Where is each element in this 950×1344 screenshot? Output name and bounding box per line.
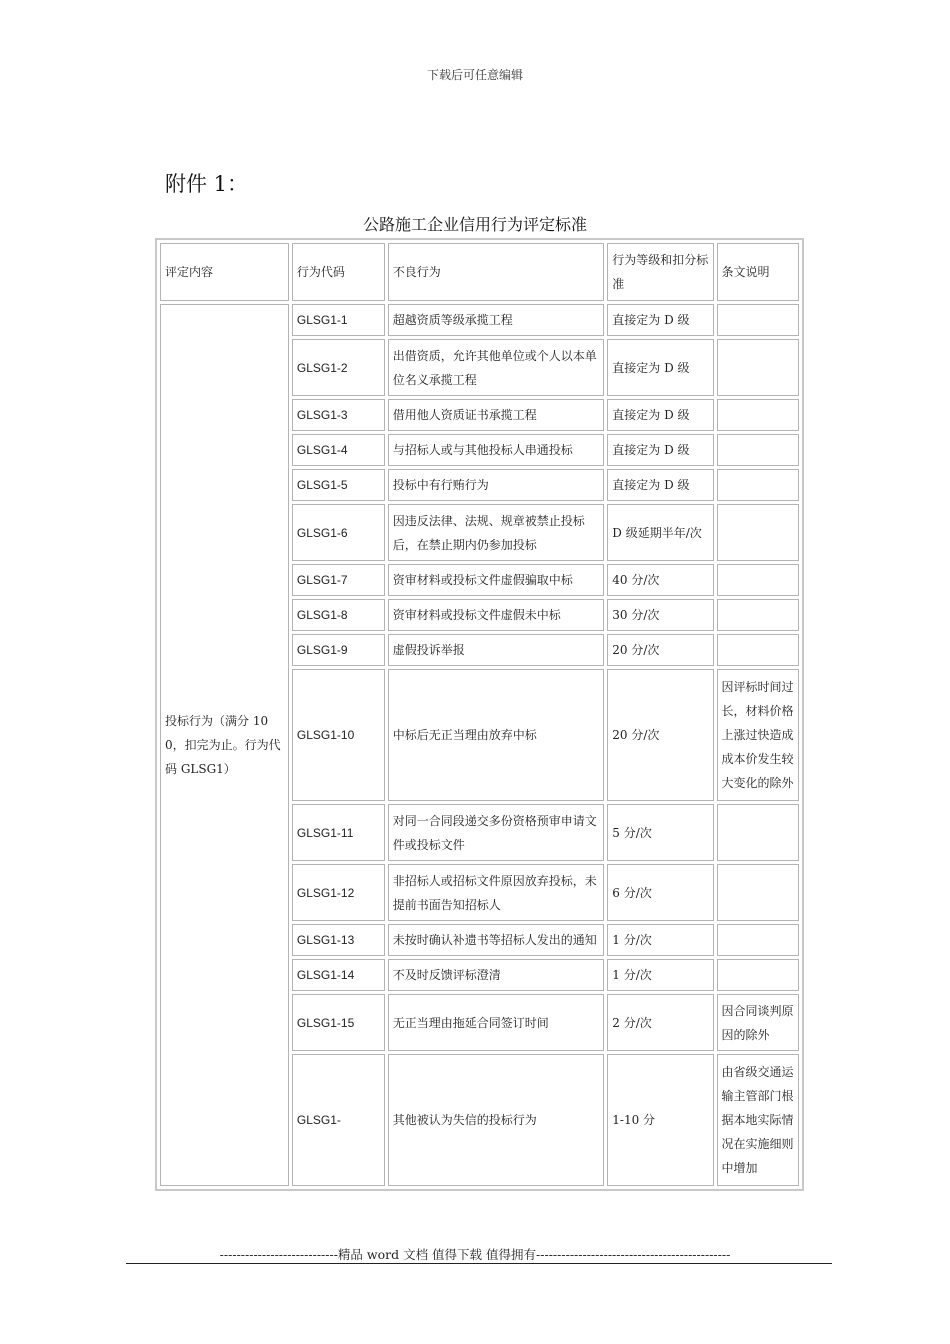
behavior-cell: 投标中有行贿行为 bbox=[388, 469, 605, 501]
standard-cell: 2 分/次 bbox=[607, 994, 713, 1051]
standard-cell: 直接定为 D 级 bbox=[607, 469, 713, 501]
code-cell: GLSG1-8 bbox=[292, 599, 385, 631]
code-cell: GLSG1-15 bbox=[292, 994, 385, 1051]
code-cell: GLSG1-10 bbox=[292, 669, 385, 801]
behavior-cell: 对同一合同段递交多份资格预审申请文件或投标文件 bbox=[388, 804, 605, 861]
code-cell: GLSG1-7 bbox=[292, 564, 385, 596]
behavior-cell: 无正当理由拖延合同签订时间 bbox=[388, 994, 605, 1051]
attachment-label: 附件 1： bbox=[165, 172, 249, 196]
standard-cell: 40 分/次 bbox=[607, 564, 713, 596]
footer-rule bbox=[126, 1263, 832, 1264]
standard-cell: 直接定为 D 级 bbox=[607, 304, 713, 336]
standard-cell: 20 分/次 bbox=[607, 669, 713, 801]
note-cell bbox=[717, 924, 800, 956]
note-cell bbox=[717, 504, 800, 561]
code-cell: GLSG1-1 bbox=[292, 304, 385, 336]
code-cell: GLSG1-11 bbox=[292, 804, 385, 861]
note-cell bbox=[717, 564, 800, 596]
code-cell: GLSG1-6 bbox=[292, 504, 385, 561]
document-title: 公路施工企业信用行为评定标准 bbox=[362, 215, 587, 234]
note-cell bbox=[717, 304, 800, 336]
standard-cell: 20 分/次 bbox=[607, 634, 713, 666]
note-cell bbox=[717, 399, 800, 431]
table-header-row bbox=[160, 243, 799, 301]
standard-cell: D 级延期半年/次 bbox=[607, 504, 713, 561]
note-cell bbox=[717, 804, 800, 861]
behavior-cell: 虚假投诉举报 bbox=[388, 634, 605, 666]
code-cell: GLSG1-2 bbox=[292, 339, 385, 396]
behavior-cell: 借用他人资质证书承揽工程 bbox=[388, 399, 605, 431]
header-cell: 不良行为 bbox=[388, 243, 605, 301]
note-cell bbox=[717, 339, 800, 396]
code-cell: GLSG1-5 bbox=[292, 469, 385, 501]
behavior-cell: 超越资质等级承揽工程 bbox=[388, 304, 605, 336]
standard-cell: 1 分/次 bbox=[607, 924, 713, 956]
header-cell: 行为代码 bbox=[292, 243, 385, 301]
behavior-cell: 资审材料或投标文件虚假骗取中标 bbox=[388, 564, 605, 596]
note-cell: 因评标时间过长，材料价格上涨过快造成成本价发生较大变化的除外 bbox=[717, 669, 800, 801]
code-cell: GLSG1-4 bbox=[292, 434, 385, 466]
note-cell: 因合同谈判原因的除外 bbox=[717, 994, 800, 1051]
standard-cell: 1 分/次 bbox=[607, 959, 713, 991]
header-note: 下载后可任意编辑 bbox=[426, 68, 523, 82]
code-cell: GLSG1-12 bbox=[292, 864, 385, 921]
code-cell: GLSG1- bbox=[292, 1054, 385, 1186]
header-cell: 行为等级和扣分标准 bbox=[607, 243, 713, 301]
behavior-cell: 出借资质，允许其他单位或个人以本单位名义承揽工程 bbox=[388, 339, 605, 396]
note-cell bbox=[717, 434, 800, 466]
note-cell bbox=[717, 864, 800, 921]
standard-cell: 5 分/次 bbox=[607, 804, 713, 861]
code-cell: GLSG1-3 bbox=[292, 399, 385, 431]
behavior-cell: 因违反法律、法规、规章被禁止投标后，在禁止期内仍参加投标 bbox=[388, 504, 605, 561]
table-row bbox=[160, 304, 799, 336]
header-cell: 评定内容 bbox=[160, 243, 289, 301]
standard-cell: 1-10 分 bbox=[607, 1054, 713, 1186]
behavior-cell: 与招标人或与其他投标人串通投标 bbox=[388, 434, 605, 466]
note-cell bbox=[717, 469, 800, 501]
code-cell: GLSG1-9 bbox=[292, 634, 385, 666]
standard-cell: 直接定为 D 级 bbox=[607, 399, 713, 431]
code-cell: GLSG1-14 bbox=[292, 959, 385, 991]
standard-cell: 30 分/次 bbox=[607, 599, 713, 631]
note-cell: 由省级交通运输主管部门根据本地实际情况在实施细则中增加 bbox=[717, 1054, 800, 1186]
behavior-cell: 非招标人或招标文件原因放弃投标，未提前书面告知招标人 bbox=[388, 864, 605, 921]
behavior-cell: 其他被认为失信的投标行为 bbox=[388, 1054, 605, 1186]
code-cell: GLSG1-13 bbox=[292, 924, 385, 956]
criteria-table bbox=[155, 238, 804, 1191]
behavior-cell: 未按时确认补遗书等招标人发出的通知 bbox=[388, 924, 605, 956]
behavior-cell: 不及时反馈评标澄清 bbox=[388, 959, 605, 991]
behavior-cell: 资审材料或投标文件虚假未中标 bbox=[388, 599, 605, 631]
standard-cell: 6 分/次 bbox=[607, 864, 713, 921]
note-cell bbox=[717, 959, 800, 991]
note-cell bbox=[717, 599, 800, 631]
header-cell: 条文说明 bbox=[717, 243, 800, 301]
category-cell: 投标行为（满分 100，扣完为止。行为代码 GLSG1） bbox=[160, 304, 289, 1186]
standard-cell: 直接定为 D 级 bbox=[607, 339, 713, 396]
behavior-cell: 中标后无正当理由放弃中标 bbox=[388, 669, 605, 801]
standard-cell: 直接定为 D 级 bbox=[607, 434, 713, 466]
note-cell bbox=[717, 634, 800, 666]
footer-text: ----------------------------精品 word 文档 值得下载 值得拥有---------------------------------------------- bbox=[219, 1247, 731, 1262]
